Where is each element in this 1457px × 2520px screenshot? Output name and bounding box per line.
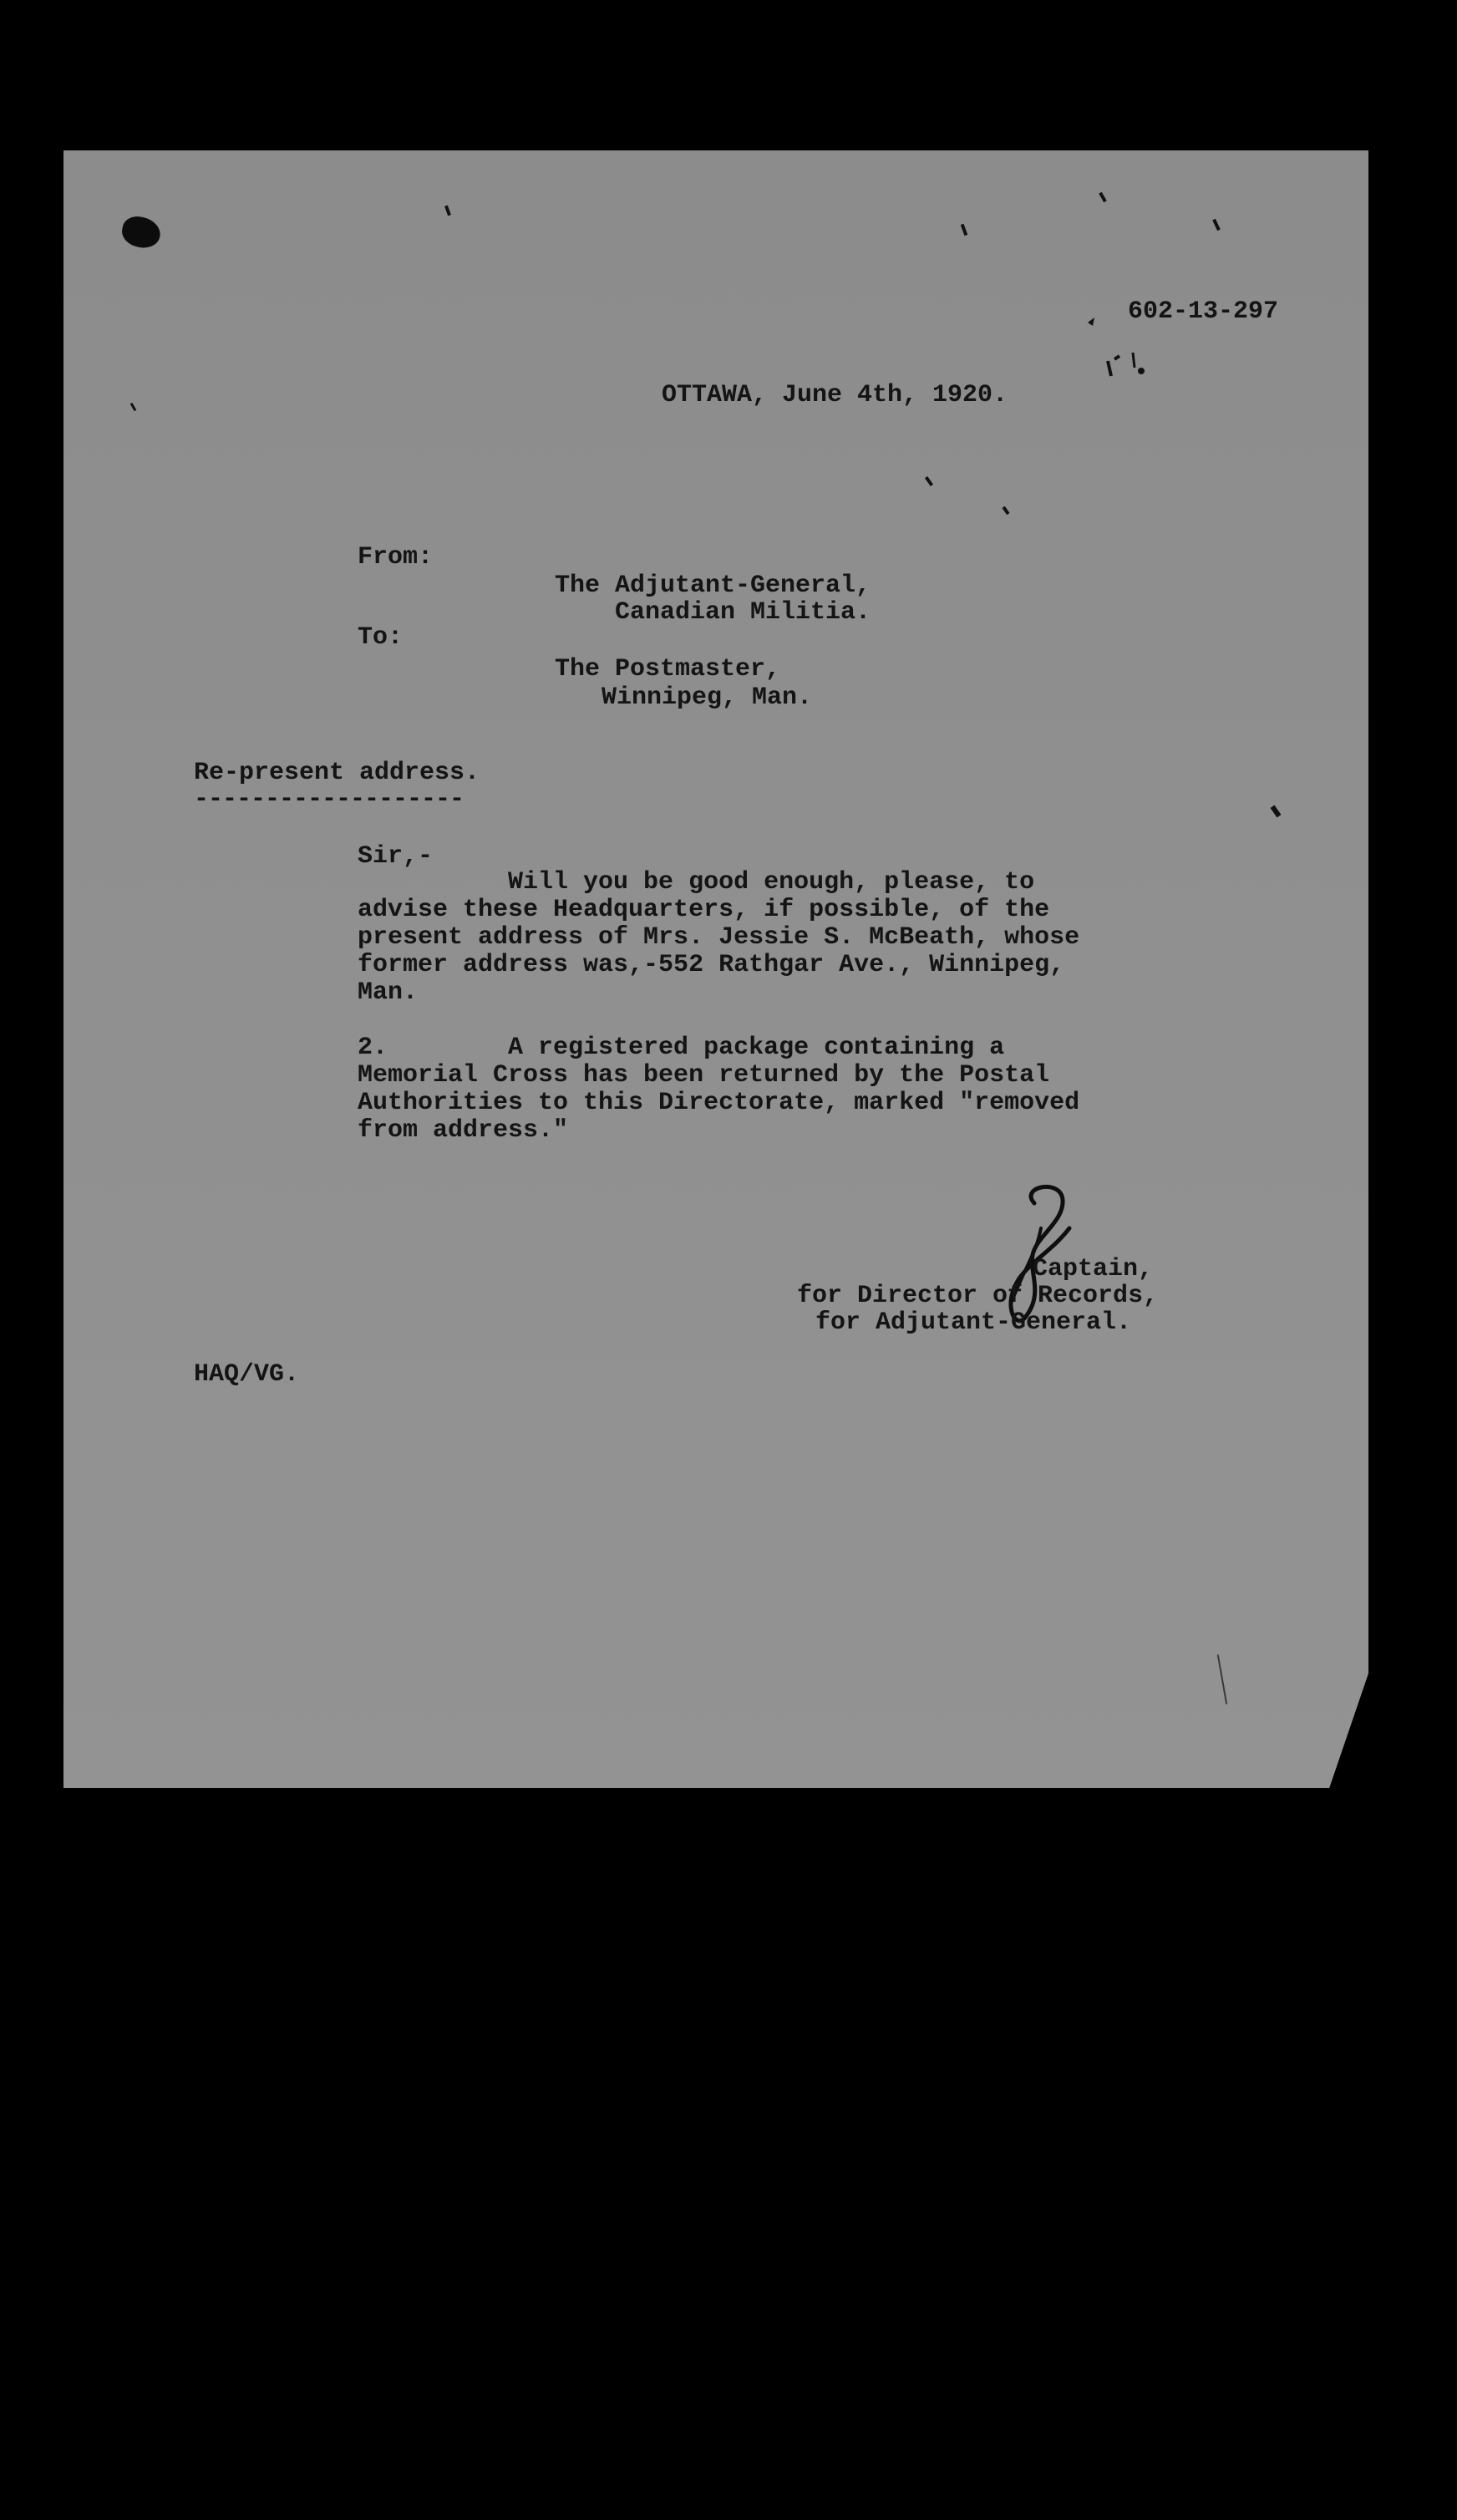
signature-line: for Director of Records, bbox=[797, 1282, 1159, 1310]
body-paragraph-1: Will you be good enough, please, to advise these Headquarters, if possible, of the present address of Mrs. Jessie S. McBeath, whose former address was,-552 Rathgar Ave., Winnipeg, Man. bbox=[358, 868, 1080, 1007]
to-line: The Postmaster, bbox=[555, 655, 781, 683]
subject-underline: ------------------- bbox=[194, 785, 465, 814]
date-line: OTTAWA, June 4th, 1920. bbox=[662, 381, 1008, 409]
salutation: Sir,- bbox=[358, 842, 434, 871]
typist-initials: HAQ/VG. bbox=[194, 1360, 300, 1389]
signature-line: for Adjutant-General. bbox=[815, 1308, 1132, 1337]
to-line: Winnipeg, Man. bbox=[602, 683, 813, 712]
from-line: The Adjutant-General, bbox=[555, 572, 871, 600]
from-label: From: bbox=[358, 543, 434, 572]
body-paragraph-2: 2. A registered package containing a Memorial Cross has been returned by the Postal Authorities to this Directorate, marked "removed from address." bbox=[358, 1034, 1080, 1145]
subject-line: Re-present address. bbox=[194, 759, 480, 787]
from-line: Canadian Militia. bbox=[615, 598, 871, 627]
signature-title: Captain, bbox=[1033, 1255, 1154, 1283]
to-label: To: bbox=[358, 623, 404, 652]
reference-number: 602-13-297 bbox=[1128, 297, 1279, 326]
